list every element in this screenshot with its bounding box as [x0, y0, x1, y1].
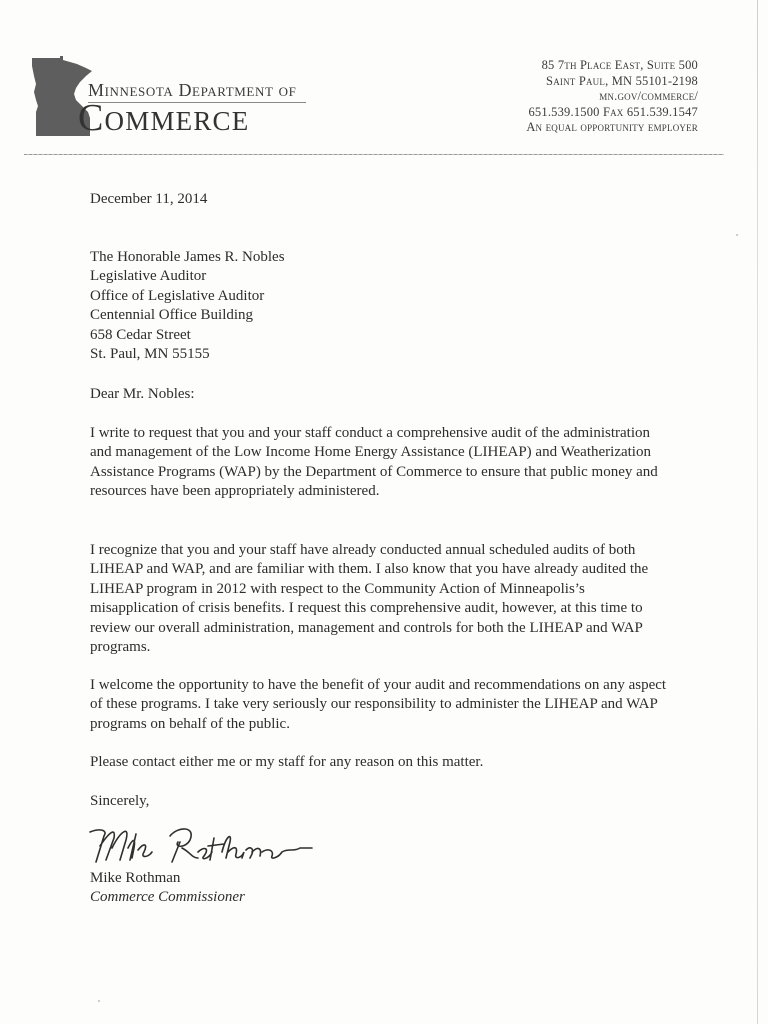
recipient-line: St. Paul, MN 55155 — [90, 346, 210, 363]
body-paragraph: Please contact either me or my staff for any reason on this matter. — [90, 754, 484, 770]
address-website: mn.gov/commerce/ — [599, 89, 698, 104]
address-eeo: An equal opportunity employer — [526, 120, 698, 135]
recipient-line: Legislative Auditor — [90, 268, 207, 285]
commerce-wordmark: Commerce — [78, 97, 250, 139]
signer-title: Commerce Commissioner — [90, 889, 245, 905]
address-phone-fax: 651.539.1500 Fax 651.539.1547 — [528, 104, 698, 119]
scan-speck — [98, 1000, 100, 1002]
letter-date: December 11, 2014 — [90, 191, 208, 207]
address-street: 85 7th Place East, Suite 500 — [541, 58, 698, 72]
letterhead-address — [526, 58, 698, 136]
scan-edge-line — [757, 0, 758, 1024]
body-paragraph: I recognize that you and your staff have already conducted annual scheduled audits of both LIHEAP and WAP, and are familiar with them. I also know that you have already audited the LIHEAP program in 2012 with respect to the Community Action of Minneapolis’s misapplication of crisis benefits. I request this comprehensive audit, however, at this time to review our overall administration, management and controls for both the LIHEAP and WAP programs. — [90, 542, 649, 656]
address-city: Saint Paul, MN 55101-2198 — [546, 73, 698, 88]
recipient-address — [90, 248, 670, 364]
body-paragraph: I welcome the opportunity to have the benefit of your audit and recommendations on any aspect of these programs. I take very seriously our responsibility to administer the LIHEAP and WAP programs on behalf of the public. — [90, 677, 667, 732]
scan-speck — [736, 234, 738, 236]
recipient-line: Centennial Office Building — [90, 307, 254, 324]
recipient-line: The Honorable James R. Nobles — [90, 249, 285, 265]
department-line: Minnesota Department of — [88, 80, 297, 100]
letterhead-divider — [24, 154, 724, 155]
recipient-line: 658 Cedar Street — [90, 326, 191, 343]
closing: Sincerely, — [90, 793, 150, 809]
signer-name: Mike Rothman — [90, 870, 181, 886]
recipient-line: Office of Legislative Auditor — [90, 287, 265, 304]
body-paragraph: I write to request that you and your staff conduct a comprehensive audit of the administration and management of the Low Income Home Energy Assistance (LIHEAP) and Weatherization Assistance Programs (WAP) by the Department of Commerce to ensure that public money and resources have been appropriately administered. — [90, 425, 658, 500]
salutation: Dear Mr. Nobles: — [90, 386, 195, 402]
